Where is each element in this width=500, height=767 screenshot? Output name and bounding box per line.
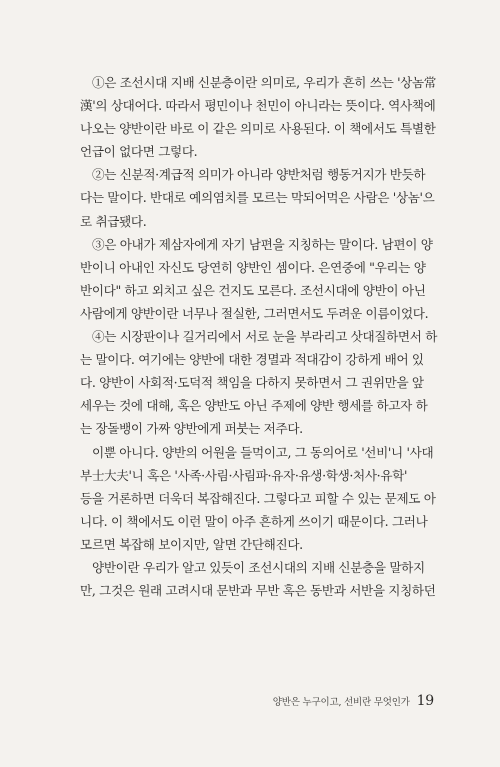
text-line: 부士大夫'니 혹은 '사족·사림·사림파·유자·유생·학생·처사·유학' <box>80 467 408 483</box>
text-line: 양반이란 우리가 알고 있듯이 조선시대의 지배 신분층을 말하지 <box>92 559 425 575</box>
paragraph-1 <box>80 71 437 163</box>
text-line: ②는 신분적·계급적 의미가 아니라 양반처럼 행동거지가 반듯하 <box>92 167 426 183</box>
text-line: 다는 말이다. 반대로 예의염치를 모르는 막되어먹은 사람은 '상놈'으 <box>80 190 435 206</box>
running-title: 양반은 누구이고, 선비란 무엇인가 <box>272 697 410 708</box>
text-line: 는 말이다. 여기에는 양반에 대한 경멸과 적대감이 강하게 배어 있 <box>80 352 424 368</box>
page-footer <box>273 693 434 709</box>
text-line: 漢'의 상대어다. 따라서 평민이나 천민이 아니라는 뜻이다. 역사책에 <box>80 98 436 114</box>
text-line: 사람에게 양반이란 너무나 절실한, 그러면서도 두려운 이름이었다. <box>80 305 429 321</box>
text-line: 모르면 복잡해 보이지만, 알면 간단해진다. <box>80 536 303 552</box>
paragraph-3 <box>80 233 433 325</box>
text-line: ④는 시장판이나 길거리에서 서로 눈을 부라리고 삿대질하면서 하 <box>92 329 438 345</box>
page-number: 19 <box>416 693 434 709</box>
text-line: 만, 그것은 원래 고려시대 문반과 무반 혹은 동반과 서반을 지칭하던 <box>80 583 436 599</box>
text-line: 이뿐 아니다. 양반의 어원을 들먹이고, 그 동의어로 '선비'니 '사대 <box>92 444 434 460</box>
text-line: 세우는 것에 대해, 혹은 양반도 아닌 주제에 양반 행세를 하고자 하 <box>80 398 428 414</box>
text-line: 언급이 없다면 그렇다. <box>80 144 198 160</box>
text-line: 나오는 양반이란 바로 이 같은 의미로 사용된다. 이 책에서도 특별한 <box>80 121 436 137</box>
text-line: ①은 조선시대 지배 신분층이란 의미로, 우리가 흔히 쓰는 '상놈常 <box>92 75 437 90</box>
body-text <box>80 71 438 602</box>
text-line: 다. 양반이 사회적·도덕적 책임을 다하지 못하면서 그 권위만을 앞 <box>80 375 424 391</box>
text-line: 반이다" 하고 외치고 싶은 건지도 모른다. 조선시대에 양반이 아닌 <box>80 282 426 298</box>
text-line: 등을 거론하면 더욱더 복잡해진다. 그렇다고 피할 수 있는 문제도 아 <box>80 490 436 506</box>
text-line: 니다. 이 책에서도 이런 말이 아주 흔하게 쓰이기 때문이다. 그러나 <box>80 513 428 529</box>
paragraph-4 <box>80 325 438 440</box>
paragraph-6 <box>80 556 436 602</box>
paragraph-2 <box>80 163 435 232</box>
text-line: ③은 아내가 제삼자에게 자기 남편을 지칭하는 말이다. 남편이 양 <box>92 236 433 252</box>
text-line: 로 취급됐다. <box>80 213 147 229</box>
text-line: 반이니 아내인 자신도 당연히 양반인 셈이다. 은연중에 "우리는 양 <box>80 259 426 275</box>
text-line: 는 장돌뱅이 가짜 양반에게 퍼붓는 저주다. <box>80 421 303 437</box>
paragraph-5 <box>80 441 436 556</box>
